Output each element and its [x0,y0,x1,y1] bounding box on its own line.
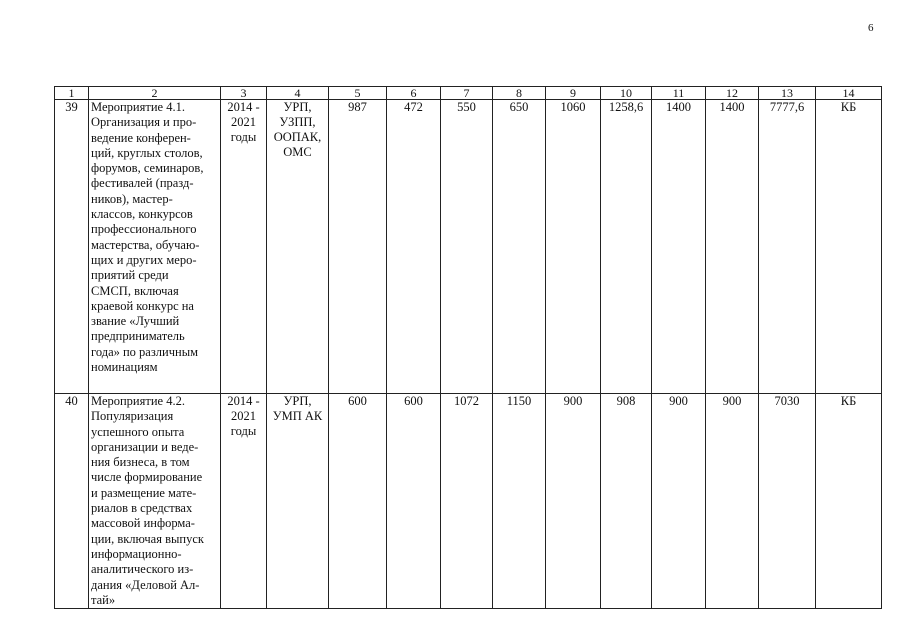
period-cell [221,394,267,609]
period-line: годы [230,130,257,144]
desc-line: Организация и про- [91,115,197,130]
desc-line: массовой информа- [91,516,195,531]
table-row [55,100,882,394]
desc-line: и размещение мате- [91,485,197,500]
value-cell: 650 [493,100,546,394]
col-header: 7 [441,87,493,100]
desc-line: года» по различным [91,344,199,359]
value-cell: 1150 [493,394,546,609]
desc-line: ния бизнеса, в том [91,455,190,470]
period-line: 2021 [231,409,256,423]
desc-line: дания «Деловой Ал- [91,577,200,592]
col-header: 12 [706,87,759,100]
value-cell: 1060 [546,100,601,394]
value-cell: 987 [329,100,387,394]
col-header: 1 [55,87,89,100]
col-header: 2 [89,87,221,100]
desc-line: форумов, семинаров, [91,161,204,176]
value-cell: 550 [441,100,493,394]
col-header: 14 [816,87,882,100]
desc-line: фестивалей (празд- [91,176,194,191]
col-header: 13 [759,87,816,100]
col-header: 4 [267,87,329,100]
desc-line: мастерства, обучаю- [91,237,200,252]
value-cell: 900 [546,394,601,609]
value-cell: 1258,6 [601,100,652,394]
desc-line: профессионального [91,222,197,237]
value-cell: 1400 [706,100,759,394]
measure-description [89,100,221,394]
period-line: 2014 - [227,100,260,114]
period-cell [221,100,267,394]
executor-line: УРП, [283,100,312,114]
desc-line: Популяризация [91,409,174,424]
desc-line: информационно- [91,546,182,561]
desc-line: предприниматель [91,329,185,344]
desc-line: числе формирование [91,470,203,485]
value-cell: 1400 [652,100,706,394]
value-cell: 900 [652,394,706,609]
desc-line: тай» [91,592,116,607]
desc-line: ций, круглых столов, [91,145,203,160]
budget-table [54,86,882,609]
col-header: 10 [601,87,652,100]
source-cell: КБ [816,100,882,394]
executor-line: УМП АК [272,409,323,423]
header-row [55,87,882,100]
desc-line: приятий среди [91,268,169,283]
desc-line: классов, конкурсов [91,207,193,222]
measure-description [89,394,221,609]
total-cell: 7030 [759,394,816,609]
col-header: 5 [329,87,387,100]
desc-line: щих и других меро- [91,252,197,267]
row-number: 39 [55,100,89,394]
table-row [55,394,882,609]
page-number: 6 [868,22,874,34]
period-line: годы [230,424,257,438]
desc-line: Мероприятие 4.2. [91,394,185,408]
desc-line: аналитического из- [91,562,194,577]
executor-cell [267,394,329,609]
period-line: 2021 [231,115,256,129]
desc-line: Мероприятие 4.1. [91,100,185,114]
executor-line: УЗПП, [279,115,316,129]
desc-line: ции, включая выпуск [91,531,204,546]
total-cell: 7777,6 [759,100,816,394]
desc-line: номинациям [91,360,158,375]
col-header: 8 [493,87,546,100]
desc-line: организации и веде- [91,439,199,454]
desc-line: риалов в средствах [91,501,193,516]
value-cell: 1072 [441,394,493,609]
desc-line: краевой конкурс на [91,298,194,313]
value-cell: 908 [601,394,652,609]
desc-line: ников), мастер- [91,191,173,206]
col-header: 6 [387,87,441,100]
executor-cell [267,100,329,394]
desc-line: успешного опыта [91,424,185,439]
period-line: 2014 - [227,394,260,408]
executor-line: ОМС [283,145,312,159]
source-cell: КБ [816,394,882,609]
value-cell: 600 [387,394,441,609]
desc-line: СМСП, включая [91,283,179,298]
col-header: 11 [652,87,706,100]
desc-line: звание «Лучший [91,314,180,329]
value-cell: 472 [387,100,441,394]
value-cell: 600 [329,394,387,609]
value-cell: 900 [706,394,759,609]
executor-line: УРП, [283,394,312,408]
col-header: 9 [546,87,601,100]
row-number: 40 [55,394,89,609]
executor-line: ООПАК, [273,130,322,144]
col-header: 3 [221,87,267,100]
desc-line: ведение конферен- [91,130,191,145]
